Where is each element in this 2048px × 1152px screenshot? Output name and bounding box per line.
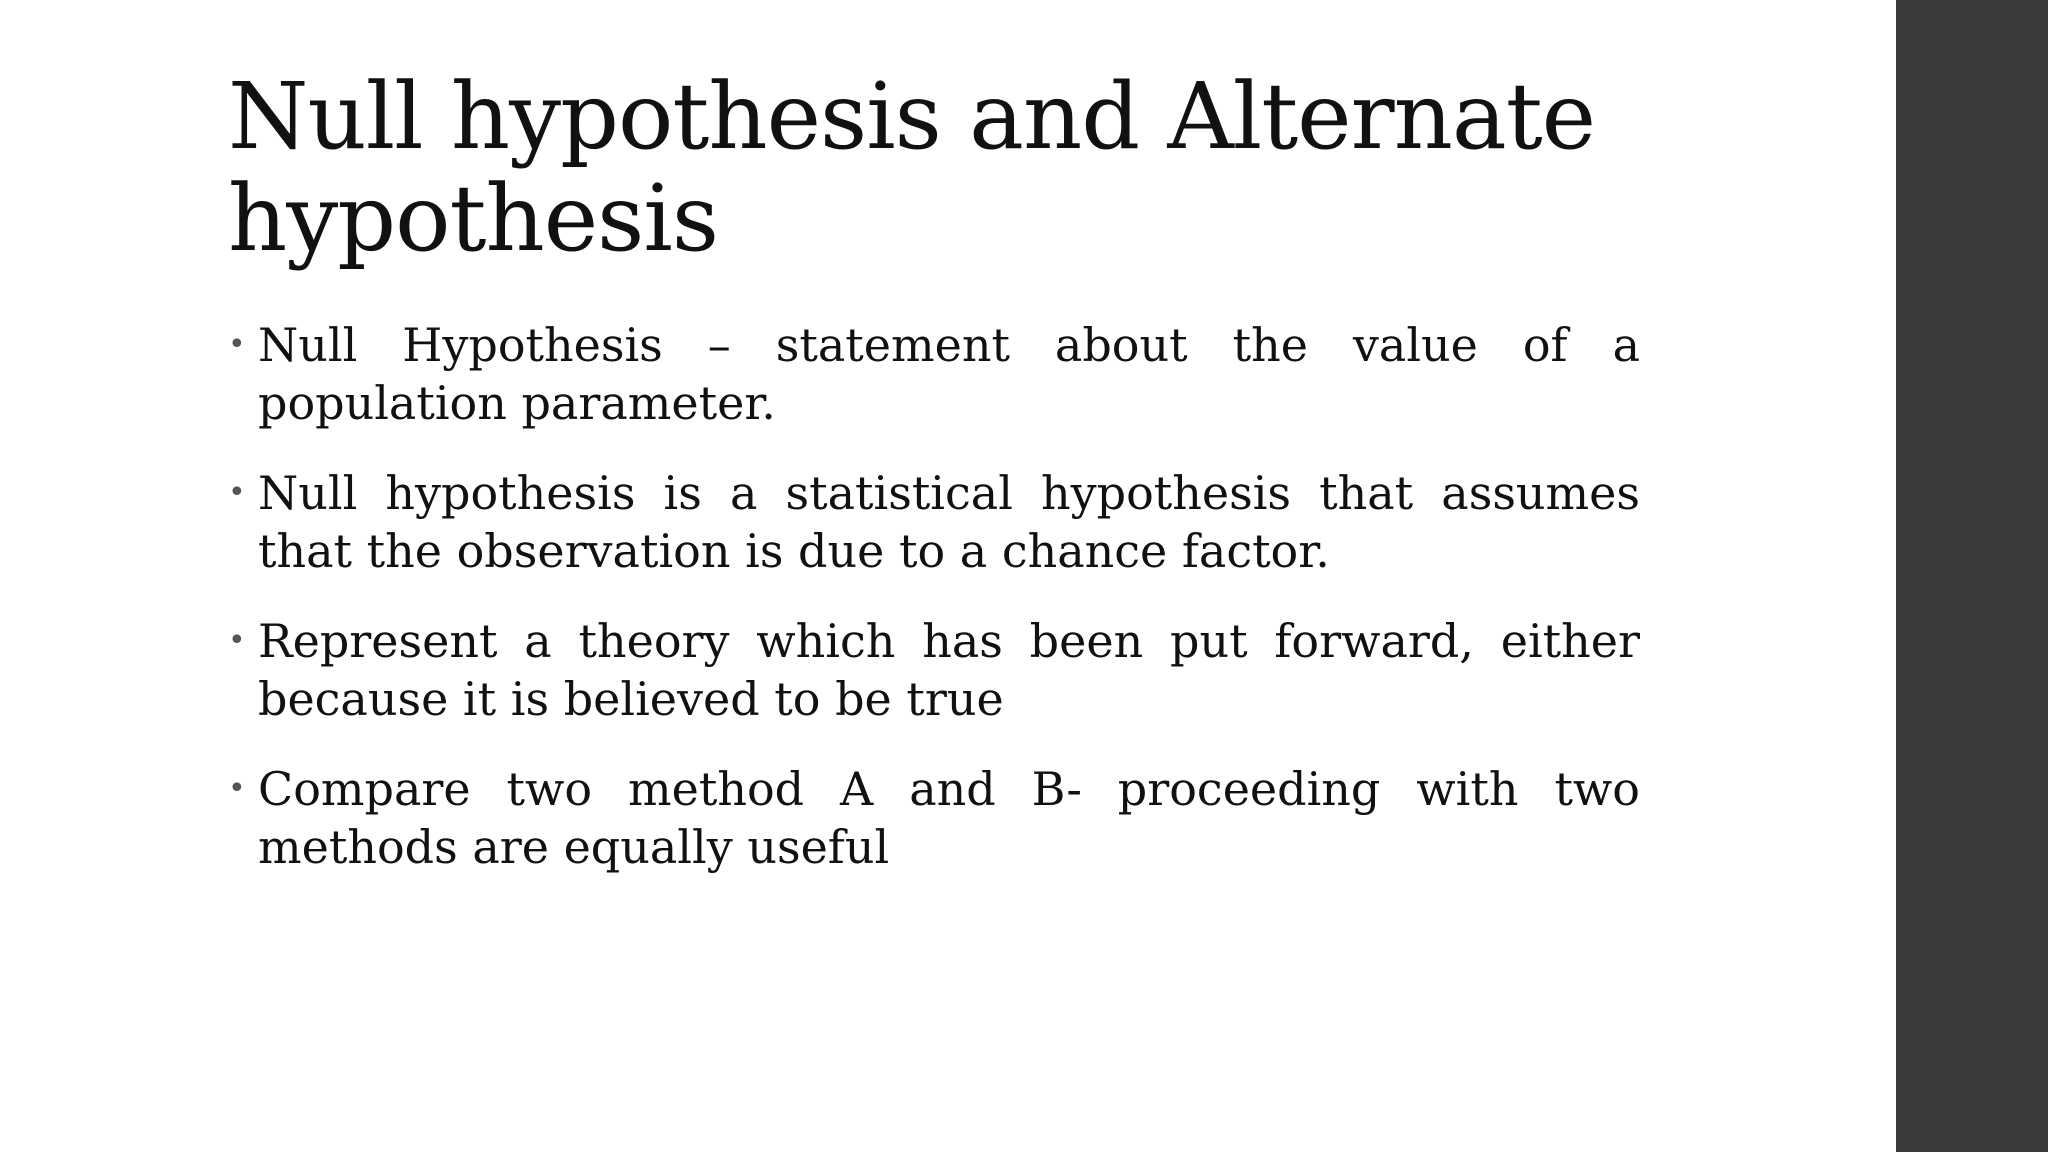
bullet-icon: • — [228, 771, 246, 806]
slide-title: Null hypothesis and Alternate hypothesis — [228, 63, 1596, 272]
bullet-text: Null Hypothesis – statement about the value of a population parameter. — [258, 318, 1640, 430]
bullet-text: Null hypothesis is a statistical hypothesis that assumes that the observation is due to a chance factor. — [258, 466, 1640, 578]
bullet-icon: • — [228, 623, 246, 658]
bullet-icon: • — [228, 327, 246, 362]
bullet-text: Represent a theory which has been put forward, either because it is believed to be true — [258, 614, 1640, 726]
bullet-item — [228, 316, 1640, 432]
bullet-item — [228, 464, 1640, 580]
bullet-item — [228, 612, 1640, 728]
bullet-item — [228, 760, 1640, 876]
side-accent-bar — [1896, 0, 2048, 1152]
bullet-list — [228, 316, 1640, 908]
bullet-text: Compare two method A and B- proceeding with two methods are equally useful — [258, 762, 1640, 874]
bullet-icon: • — [228, 475, 246, 510]
